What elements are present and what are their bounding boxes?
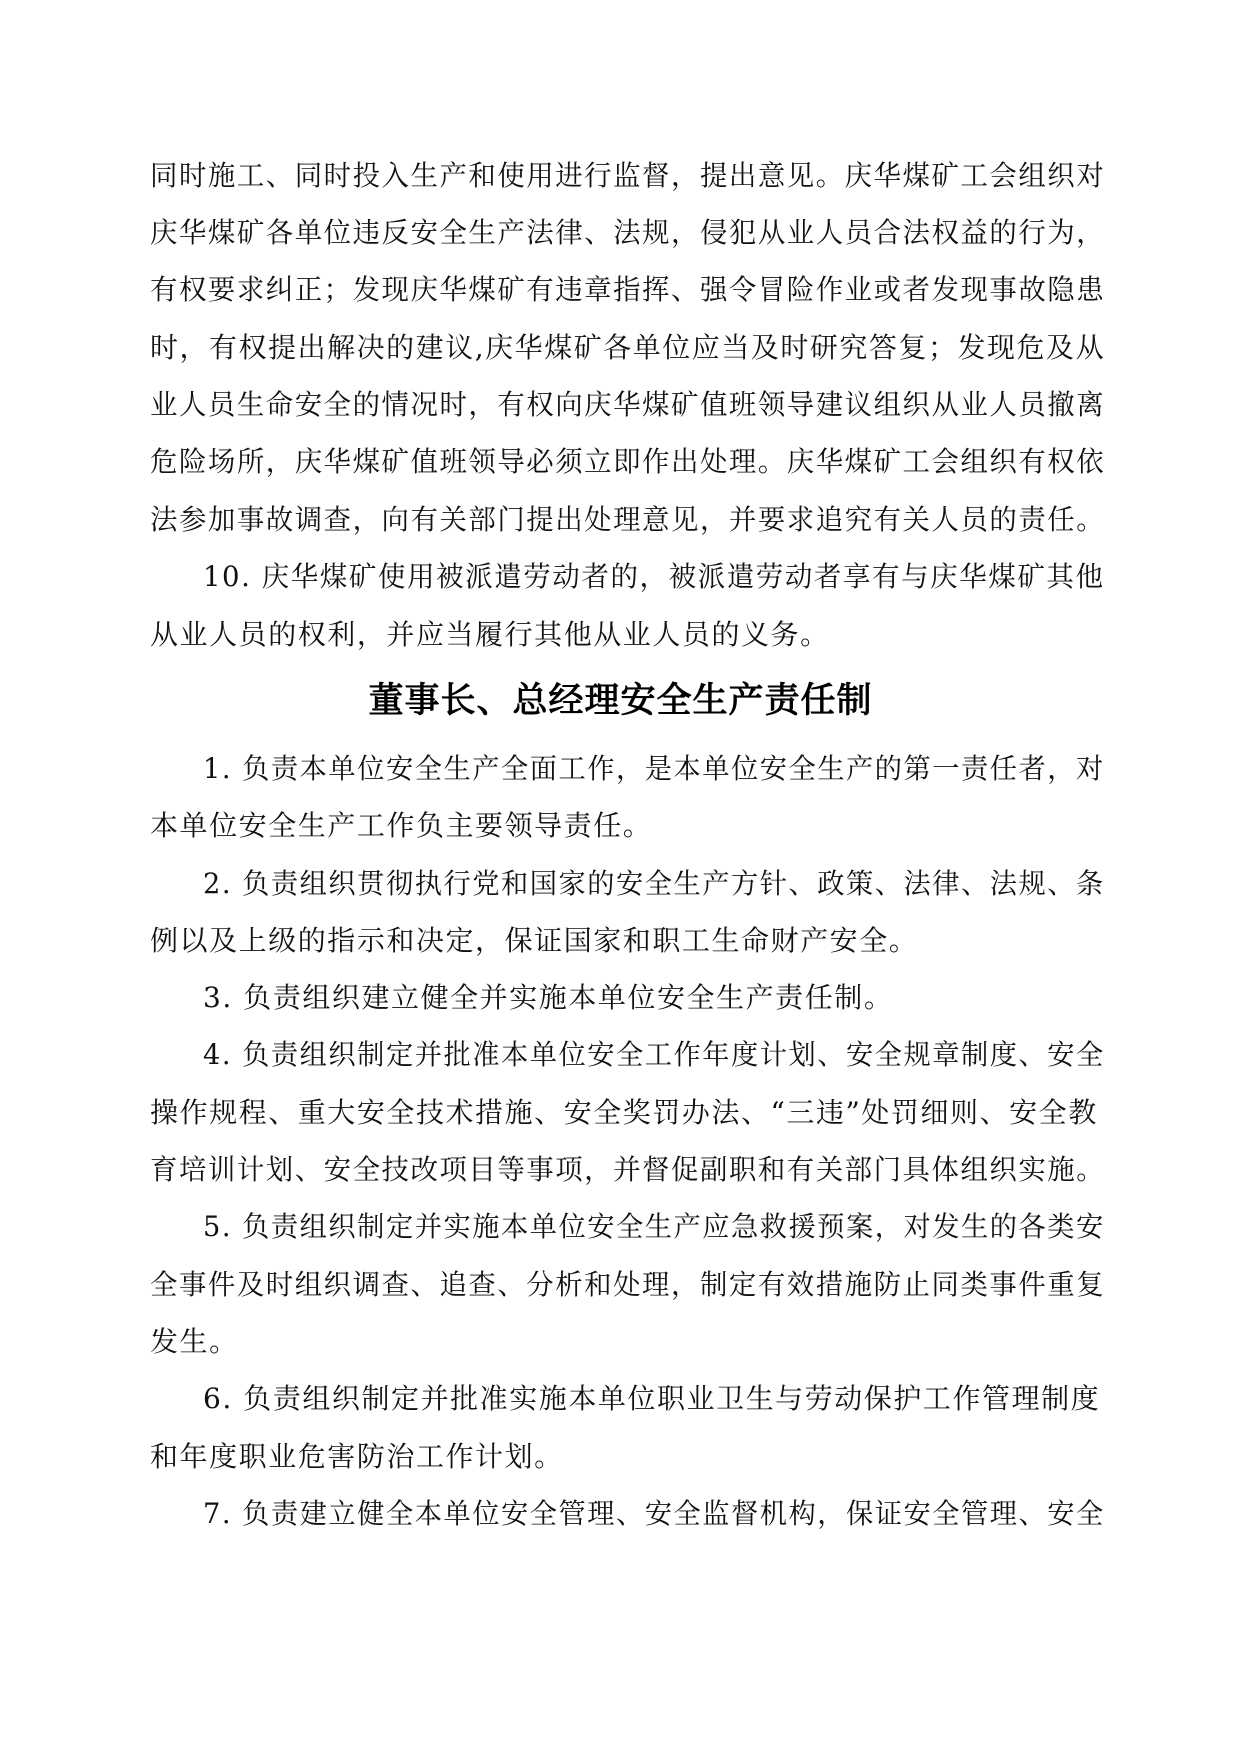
text-line: 2. 负责组织贯彻执行党和国家的安全生产方针、政策、法律、法规、条 [203,867,1105,900]
text-line: 育培训计划、安全技改项目等事项，并督促副职和有关部门具体组织实施。 [150,1153,1106,1186]
text-line: 和年度职业危害防治工作计划。 [150,1440,564,1473]
text-line: 从业人员的权利，并应当履行其他从业人员的义务。 [150,618,830,651]
text-line: 危险场所，庆华煤矿值班领导必须立即作出处理。庆华煤矿工会组织有权依 [150,445,1106,478]
text-line: 10. 庆华煤矿使用被派遣劳动者的，被派遣劳动者享有与庆华煤矿其他 [203,560,1105,593]
text-line: 全事件及时组织调查、追查、分析和处理，制定有效措施防止同类事件重复 [150,1268,1106,1301]
text-line: 时，有权提出解决的建议,庆华煤矿各单位应当及时研究答复；发现危及从 [150,331,1106,364]
text-line: 本单位安全生产工作负主要领导责任。 [150,809,653,842]
text-line: 法参加事故调查，向有关部门提出处理意见，并要求追究有关人员的责任。 [150,503,1106,536]
text-line: 同时施工、同时投入生产和使用进行监督，提出意见。庆华煤矿工会组织对 [150,159,1106,192]
text-line: 有权要求纠正；发现庆华煤矿有违章指挥、强令冒险作业或者发现事故隐患 [150,273,1106,306]
text-line: 例以及上级的指示和决定，保证国家和职工生命财产安全。 [150,924,919,957]
section-heading: 董事长、总经理安全生产责任制 [368,681,873,721]
text-line: 发生。 [150,1325,239,1358]
text-line: 庆华煤矿各单位违反安全生产法律、法规，侵犯从业人员合法权益的行为， [150,216,1106,249]
text-line: 操作规程、重大安全技术措施、安全奖罚办法、“三违”处罚细则、安全教 [150,1096,1098,1129]
text-line: 业人员生命安全的情况时，有权向庆华煤矿值班领导建议组织从业人员撤离 [150,388,1106,421]
text-line: 6. 负责组织制定并批准实施本单位职业卫生与劳动保护工作管理制度 [203,1382,1101,1415]
text-line: 3. 负责组织建立健全并实施本单位安全生产责任制。 [203,981,894,1014]
text-line: 1. 负责本单位安全生产全面工作，是本单位安全生产的第一责任者，对 [203,752,1105,785]
text-line: 5. 负责组织制定并实施本单位安全生产应急救援预案，对发生的各类安 [203,1210,1105,1243]
text-line: 4. 负责组织制定并批准本单位安全工作年度计划、安全规章制度、安全 [203,1038,1105,1071]
text-line: 7. 负责建立健全本单位安全管理、安全监督机构，保证安全管理、安全 [203,1497,1105,1530]
